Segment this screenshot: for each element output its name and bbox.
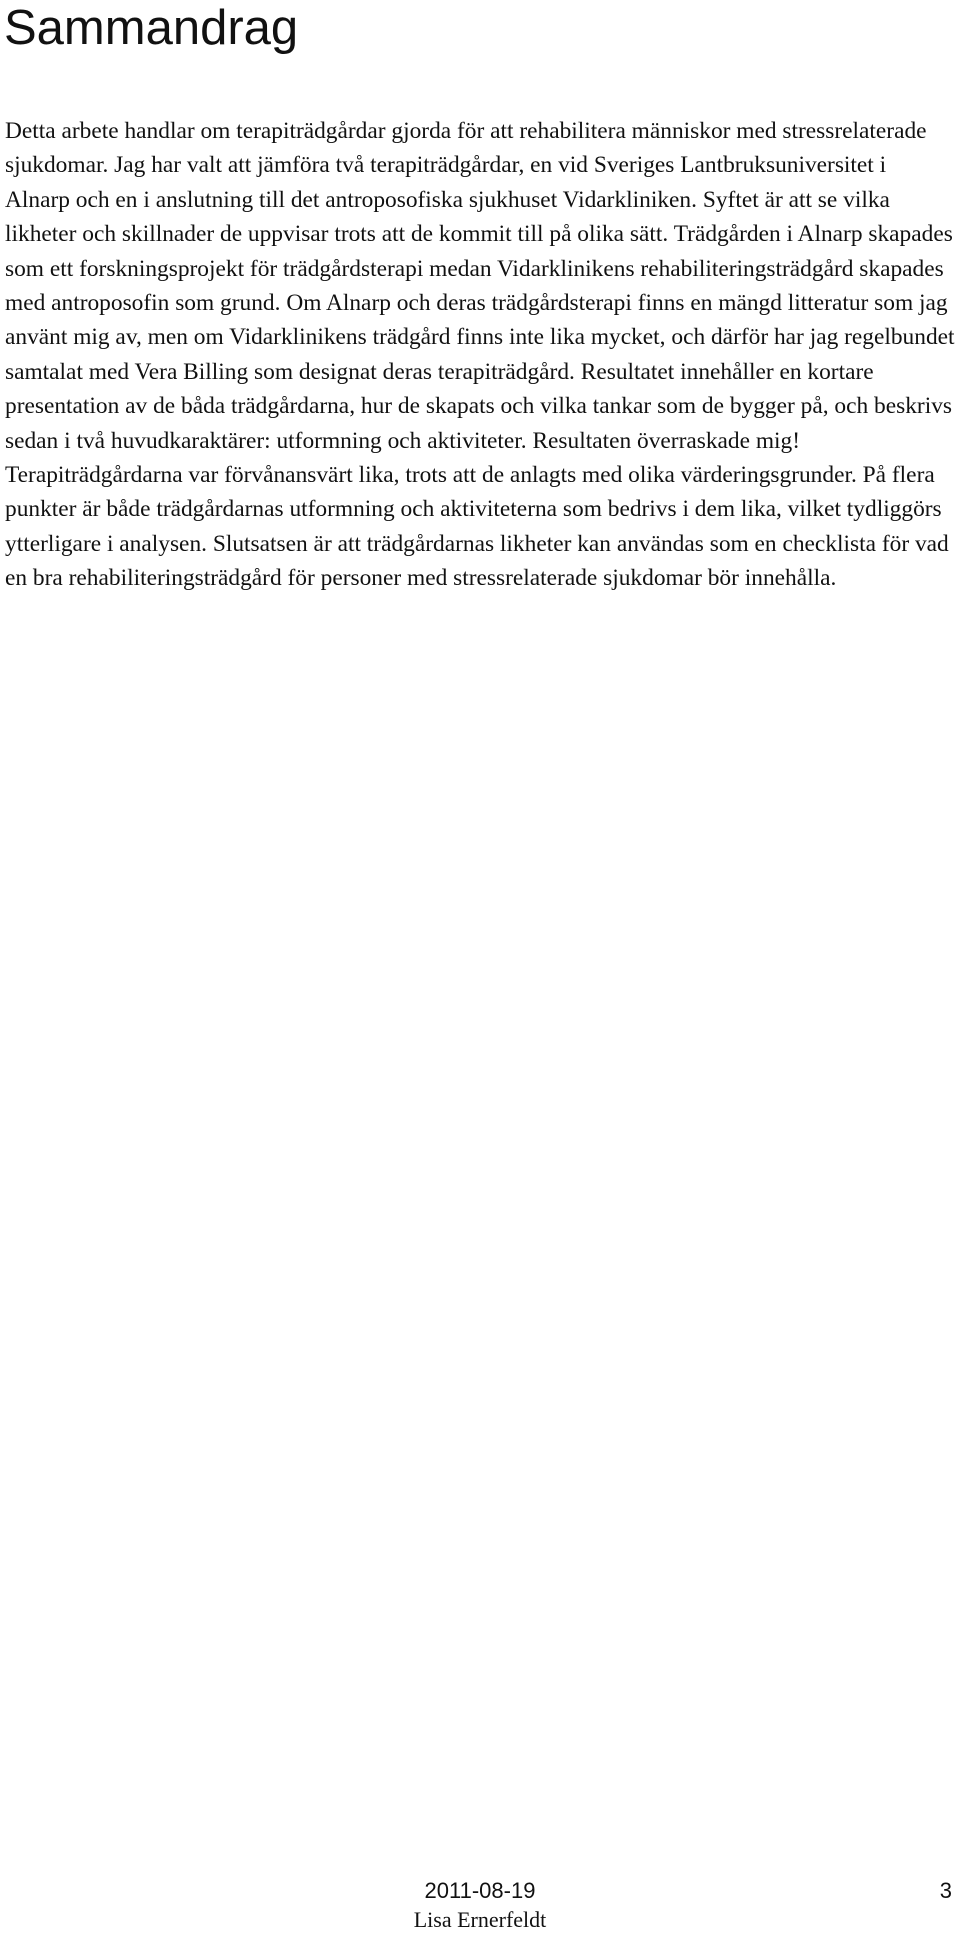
- footer-author: Lisa Ernerfeldt: [413, 1907, 547, 1932]
- abstract-sentence: Trädgården i Alnarp skapades som ett forskningsprojekt för trädgårdsterapi medan Vidarklinikens rehabiliteringsträdgård skapades med antroposofin som grund.: [5, 221, 953, 317]
- page-number: 3: [939, 1878, 952, 1903]
- abstract-sentence: Resultaten överraskade mig!: [532, 427, 801, 454]
- abstract-paragraph: [5, 114, 955, 596]
- abstract-sentence: Detta arbete handlar om terapiträdgårdar gjorda för att rehabilitera människor med stressrelaterade sjukdomar.: [5, 118, 927, 179]
- abstract-sentence: Jag har valt att jämföra två terapiträdgårdar, en vid Sveriges Lantbruksuniversitet i Alnarp och en i anslutning till det antroposofiska sjukhuset Vidarkliniken.: [5, 152, 887, 213]
- abstract-sentence: Resultatet innehåller en kortare presentation av de båda trädgårdarna, hur de skapats och vilka tankar som de bygger på, och beskrivs sedan i två huvudkaraktärer: utformning och aktiviteter.: [5, 358, 952, 454]
- abstract-sentence: På flera punkter är både trädgårdarnas utformning och aktiviteterna som bedrivs i dem lika, vilket tydliggörs ytterligare i analysen.: [5, 462, 942, 557]
- abstract-sentence: Syftet är att se vilka likheter och skillnader de uppvisar trots att de kommit till på olika sätt.: [5, 186, 890, 248]
- abstract-sentence: Om Alnarp och deras trädgårdsterapi finns en mängd litteratur som jag använt mig av, men om Vidarklinikens trädgård finns inte lika mycket, och därför har jag regelbundet samtalat med Vera Billing som designat deras terapiträdgård.: [5, 290, 955, 385]
- page-title: Sammandrag: [4, 1, 299, 55]
- abstract-sentence: Slutsatsen är att trädgårdarnas likheter kan användas som en checklista för vad en bra rehabiliteringsträdgård för personer med stressrelaterade sjukdomar bör innehålla.: [5, 530, 949, 592]
- footer-date: 2011-08-19: [424, 1878, 536, 1903]
- abstract-sentence: Terapiträdgårdarna var förvånansvärt lika, trots att de anlagts med olika värderingsgrunder.: [5, 462, 857, 489]
